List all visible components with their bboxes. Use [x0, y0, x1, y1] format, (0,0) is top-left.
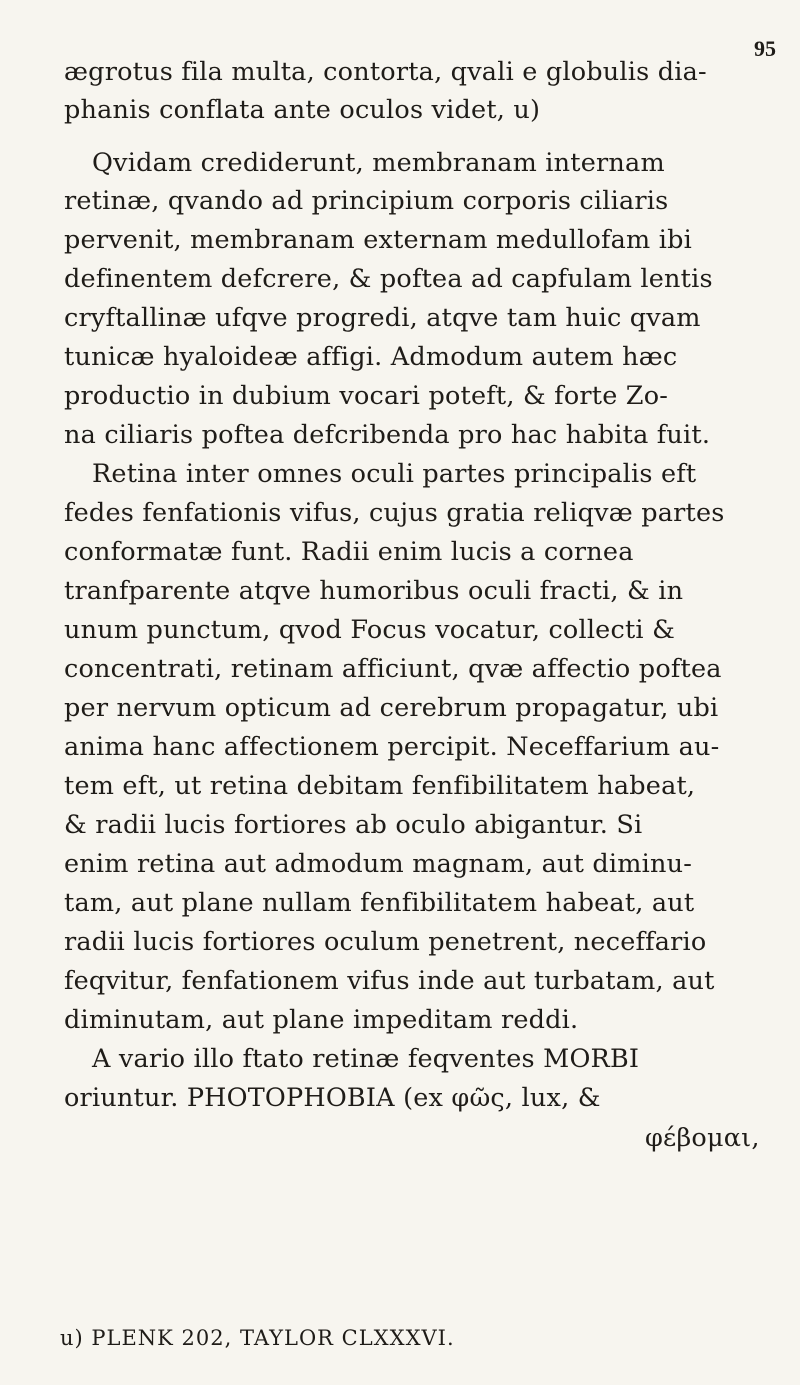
text-line: radii lucis fortiores oculum penetrent, neceffario: [64, 927, 707, 957]
text-line: productio in dubium vocari poteft, & forte Zo-: [64, 381, 669, 411]
text-line: phanis conflata ante oculos videt, u): [64, 95, 541, 125]
text-line: φέβομαι,: [645, 1123, 760, 1153]
text-line: fedes fenfationis vifus, cujus gratia reliqvæ partes: [64, 498, 725, 528]
footnote: u) PLENK 202, TAYLOR CLXXXVI.: [60, 1326, 455, 1350]
text-line: enim retina aut admodum magnam, aut diminu-: [64, 849, 693, 879]
text-line: tam, aut plane nullam fenfibilitatem habeat, aut: [64, 888, 695, 918]
text-line: cryftallinæ ufqve progredi, atqve tam huic qvam: [64, 303, 701, 333]
text-line: na ciliaris poftea defcribenda pro hac habita fuit.: [64, 420, 711, 450]
text-line: pervenit, membranam externam medullofam ibi: [64, 225, 692, 255]
text-line: concentrati, retinam afficiunt, qvæ affectio poftea: [64, 654, 722, 684]
text-line: per nervum opticum ad cerebrum propagatur, ubi: [64, 693, 719, 723]
text-line: ægrotus fila multa, contorta, qvali e globulis dia-: [64, 57, 707, 87]
text-line: retinæ, qvando ad principium corporis ciliaris: [64, 186, 669, 216]
text-line: Retina inter omnes oculi partes principalis eft: [92, 459, 697, 489]
text-line: anima hanc affectionem percipit. Neceffarium au-: [64, 732, 720, 762]
text-line: tem eft, ut retina debitam fenfibilitatem habeat,: [64, 771, 696, 801]
text-line: & radii lucis fortiores ab oculo abigantur. Si: [64, 810, 643, 840]
page-number: 95: [754, 36, 776, 61]
text-line: tunicæ hyaloideæ affigi. Admodum autem hæc: [64, 342, 678, 372]
text-line: conformatæ funt. Radii enim lucis a cornea: [64, 537, 634, 567]
text-line: tranfparente atqve humoribus oculi fracti, & in: [64, 576, 684, 606]
text-line: diminutam, aut plane impeditam reddi.: [64, 1005, 579, 1035]
text-line: definentem defcrere, & poftea ad capfulam lentis: [64, 264, 713, 294]
text-line: unum punctum, qvod Focus vocatur, collecti &: [64, 615, 675, 645]
text-line: Qvidam crediderunt, membranam internam: [92, 148, 665, 178]
text-line: feqvitur, fenfationem vifus inde aut turbatam, aut: [64, 966, 715, 996]
text-line: oriuntur. PHOTOPHOBIA (ex φῶς, lux, &: [64, 1083, 601, 1113]
text-line: A vario illo ftato retinæ feqventes MORBI: [92, 1044, 640, 1074]
